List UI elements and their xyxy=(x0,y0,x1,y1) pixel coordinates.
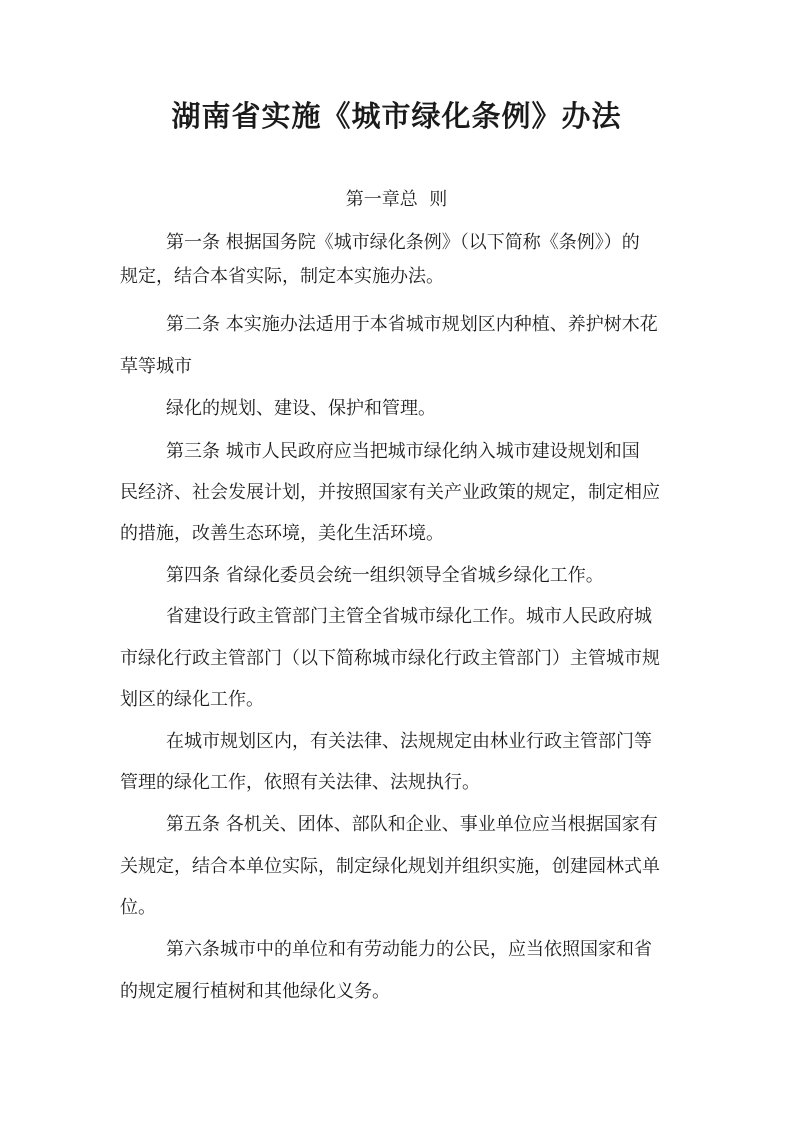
article-5-line-3: 位。 xyxy=(120,897,156,918)
article-5-line-1: 第五条 各机关、团体、部队和企业、事业单位应当根据国家有 xyxy=(166,814,658,835)
article-2-line-2: 草等城市 xyxy=(120,356,192,377)
document-title: 湖南省实施《城市绿化条例》办法 xyxy=(171,99,622,133)
chapter-heading: 第一章总 则 xyxy=(345,189,448,210)
article-1-line-1: 第一条 根据国务院《城市绿化条例》（以下简称《条例》）的 xyxy=(166,232,640,253)
article-4-line-2: 省建设行政主管部门主管全省城市绿化工作。城市人民政府城 xyxy=(166,606,652,627)
article-6-line-1: 第六条城市中的单位和有劳动能力的公民，应当依照国家和省 xyxy=(166,939,652,960)
article-4-line-6: 管理的绿化工作，依照有关法律、法规执行。 xyxy=(120,772,480,793)
article-5-line-2: 关规定，结合本单位实际，制定绿化规划并组织实施，创建园林式单 xyxy=(120,856,660,877)
article-1-line-2: 规定，结合本省实际，制定本实施办法。 xyxy=(120,266,444,287)
article-2-line-3: 绿化的规划、建设、保护和管理。 xyxy=(166,398,436,419)
article-3-line-3: 的措施，改善生态环境，美化生活环境。 xyxy=(120,523,444,544)
article-2-line-1: 第二条 本实施办法适用于本省城市规划区内种植、养护树木花 xyxy=(166,314,658,335)
article-3-line-2: 民经济、社会发展计划，并按照国家有关产业政策的规定，制定相应 xyxy=(120,482,660,503)
article-3-line-1: 第三条 城市人民政府应当把城市绿化纳入城市建设规划和国 xyxy=(166,441,640,462)
article-4-line-5: 在城市规划区内，有关法律、法规规定由林业行政主管部门等 xyxy=(166,731,652,752)
article-4-line-1: 第四条 省绿化委员会统一组织领导全省城乡绿化工作。 xyxy=(166,565,604,586)
article-6-line-2: 的规定履行植树和其他绿化义务。 xyxy=(120,981,390,1002)
article-4-line-4: 划区的绿化工作。 xyxy=(120,689,264,710)
article-4-line-3: 市绿化行政主管部门（以下简称城市绿化行政主管部门）主管城市规 xyxy=(120,648,660,669)
